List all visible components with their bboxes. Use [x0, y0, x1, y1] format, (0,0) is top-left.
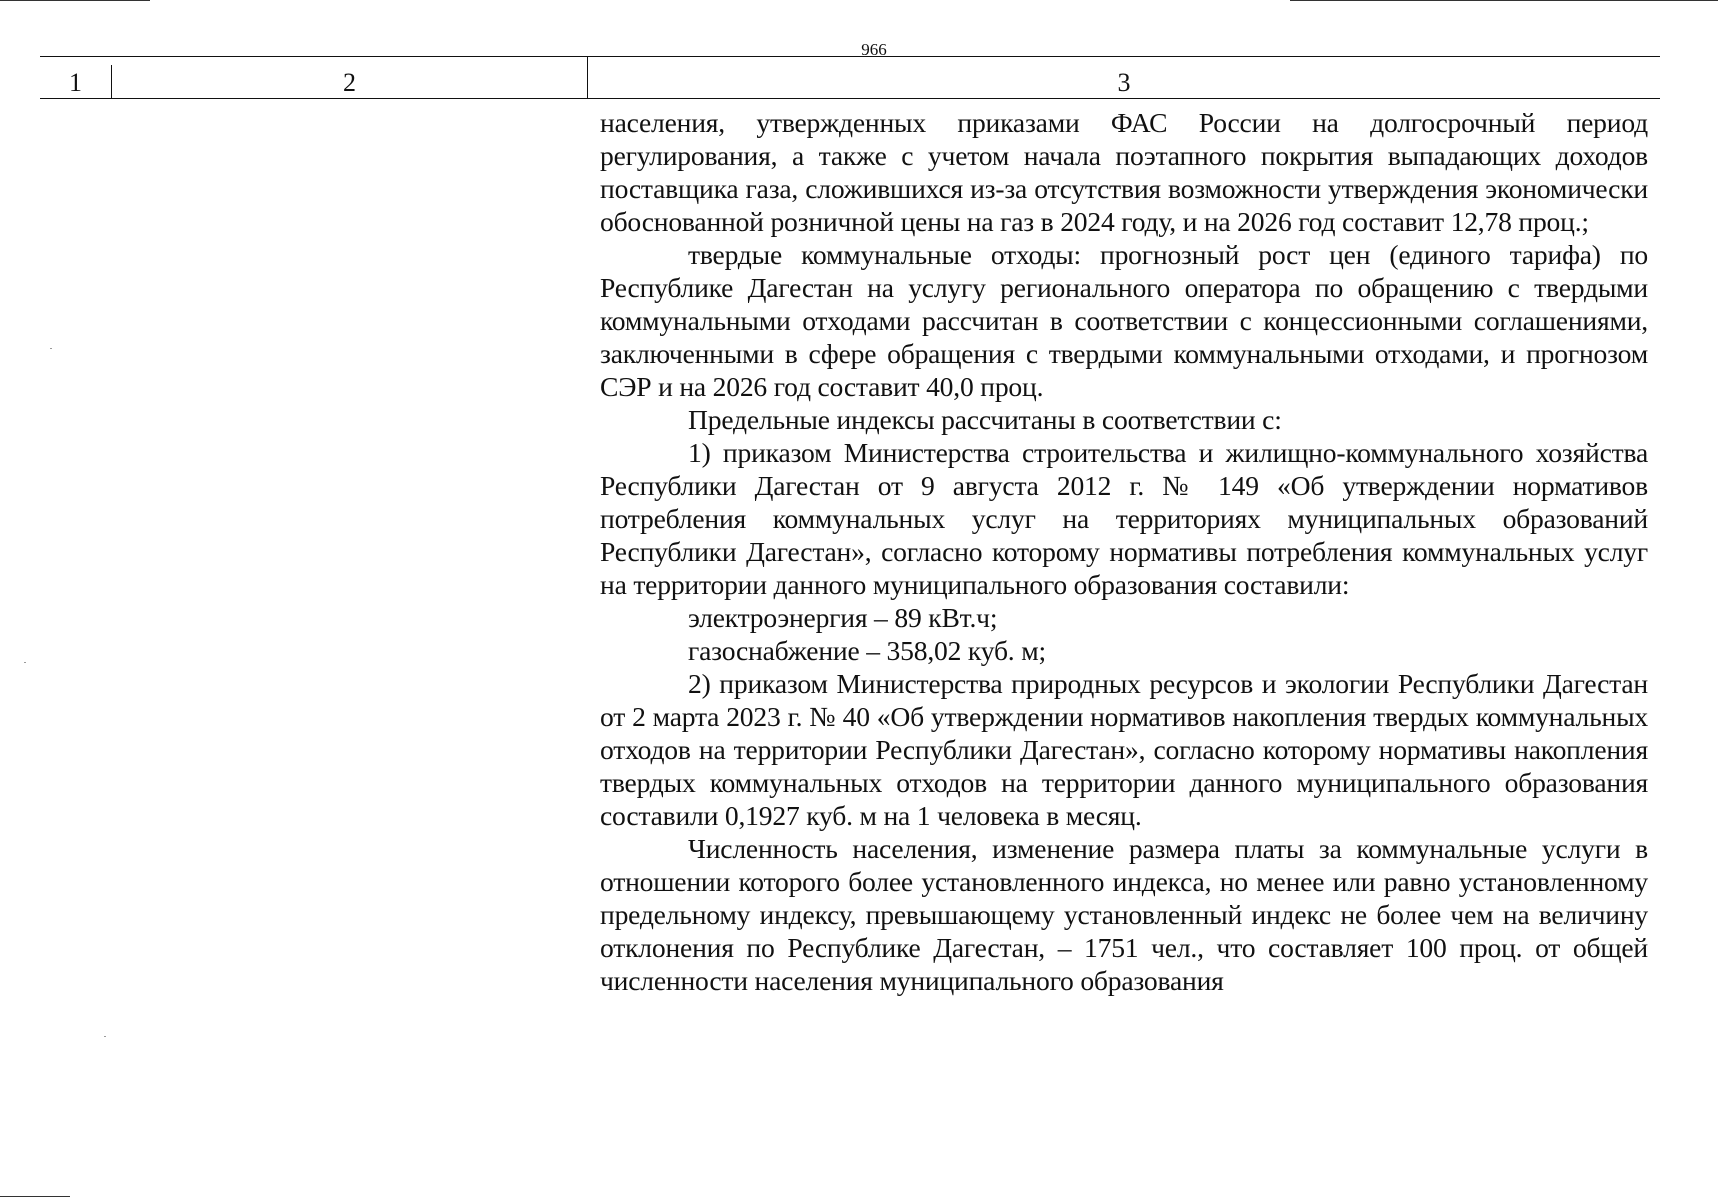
paragraph: населения, утвержденных приказами ФАС России на долгосрочный период регулирования, а также с учетом начала поэтапного покрытия выпадающих доходов поставщика газа, сложившихся из-за отсутствия возможности утверждения экономически обоснованной розничной цены на газ в 2024 году, и на 2026 год составит 12,78 проц.;: [600, 107, 1648, 237]
paragraph: Предельные индексы рассчитаны в соответствии с:: [688, 404, 1282, 435]
page-number: 966: [861, 40, 887, 59]
paragraph: 1) приказом Министерства строительства и жилищно-коммунального хозяйства Республики Дагестан от 9 августа 2012 г. № 149 «Об утверждении нормативов потребления коммунальных услуг на территориях муниципальных образований Республики Дагестан», согласно которому нормативы потребления коммунальных услуг на территории данного муниципального образования составили:: [600, 437, 1648, 600]
scan-speck: [24, 662, 26, 663]
paragraph: электроэнергия – 89 кВт.ч;: [688, 602, 998, 633]
header-rule-top: [40, 56, 1660, 57]
paragraph: газоснабжение – 358,02 куб. м;: [688, 635, 1046, 666]
column-header-2: 2: [343, 68, 356, 97]
paragraph: 2) приказом Министерства природных ресурсов и экологии Республики Дагестан от 2 марта 2023 г. № 40 «Об утверждении нормативов накопления твердых коммунальных отходов на территории Республики Дагестан», согласно которому нормативы накопления твердых коммунальных отходов на территории данного муниципального образования составили 0,1927 куб. м на 1 человека в месяц.: [600, 668, 1648, 831]
scan-speck: [104, 1036, 106, 1037]
scan-edge-top-right: [1290, 0, 1718, 1]
header-rule-bottom: [40, 98, 1660, 99]
column-header-3: 3: [1117, 68, 1131, 97]
paragraph: твердые коммунальные отходы: прогнозный рост цен (единого тарифа) по Республике Дагестан на услугу регионального оператора по обращению с твердыми коммунальными отходами рассчитан в соответствии с концессионными соглашениями, заключенными в сфере обращения с твердыми коммунальными отходами, и прогнозом СЭР и на 2026 год составит 40,0 проц.: [600, 239, 1648, 402]
column-header-1: 1: [69, 68, 82, 97]
paragraph: Численность населения, изменение размера платы за коммунальные услуги в отношении которого более установленного индекса, но менее или равно установленному предельному индексу, превышающему установленный индекс не более чем на величину отклонения по Республике Дагестан, – 1751 чел., что составляет 100 проц. от общей численности населения муниципального образования: [600, 833, 1648, 996]
scan-edge-bottom-left: [0, 1196, 70, 1197]
document-body: [600, 106, 1648, 997]
scan-speck: [50, 348, 52, 349]
scan-edge-top-left: [0, 0, 150, 1]
